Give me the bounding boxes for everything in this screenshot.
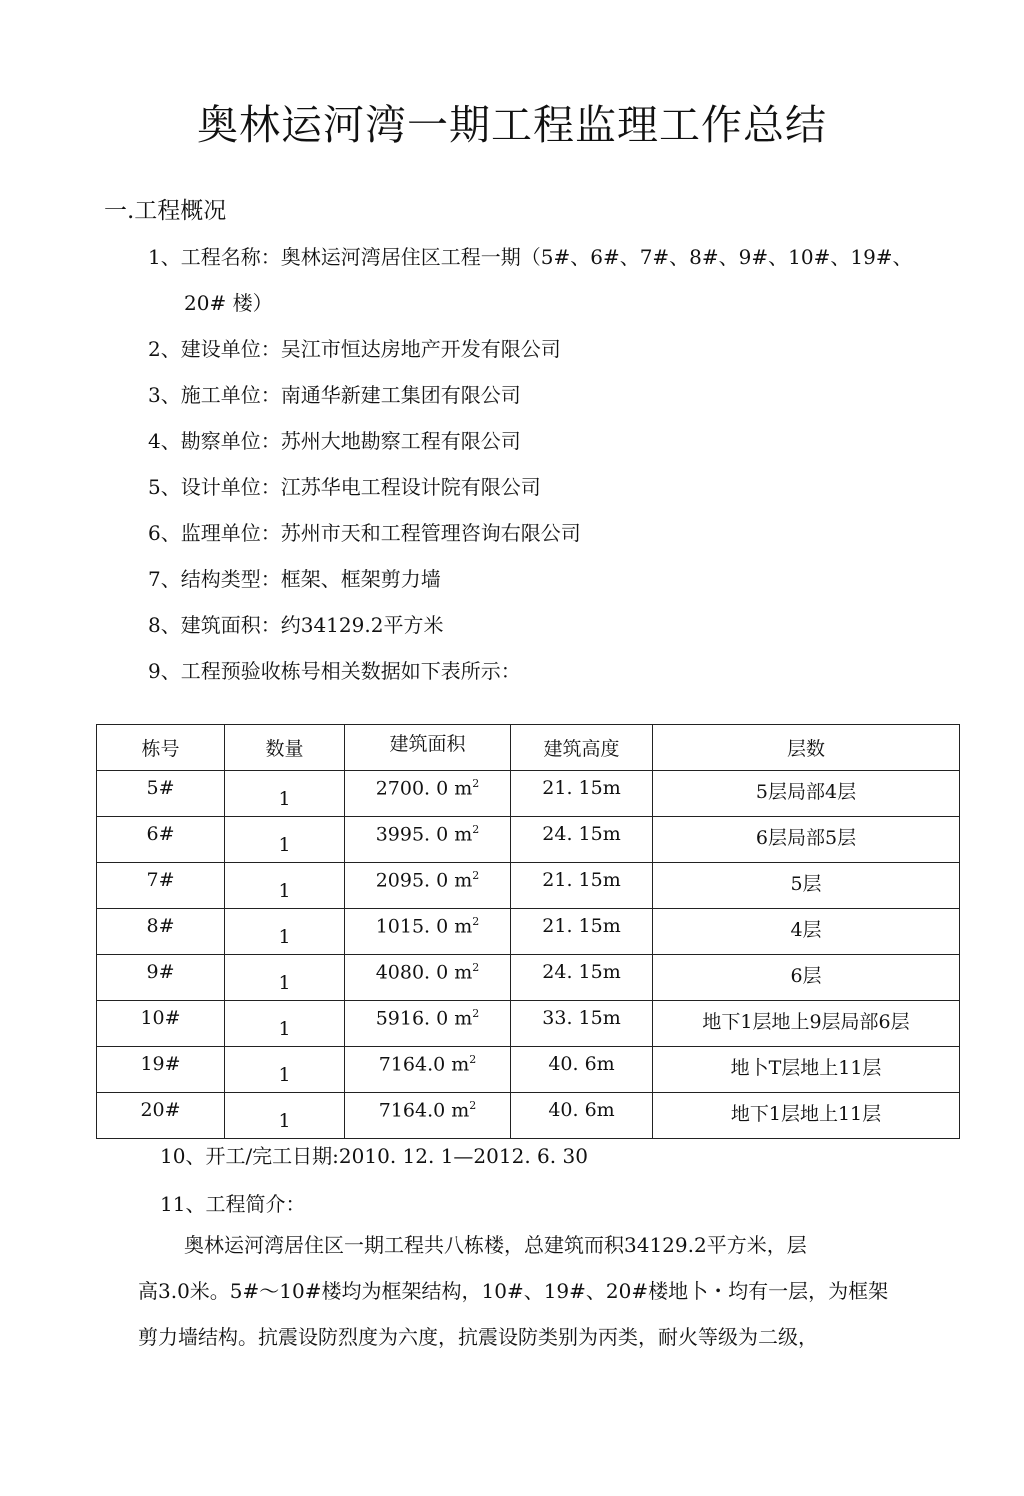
area-unit: m [454,961,473,984]
header-floors: 层数 [653,725,960,771]
cell-height: 33. 15m [511,1001,653,1047]
info-item-table-intro: 9、工程预验收栋号相关数据如下表所示： [148,659,521,683]
cell-height: 21. 15m [511,771,653,817]
cell-height: 21. 15m [511,909,653,955]
cell-floors: 6层 [653,955,960,1001]
cell-floors: 地下1层地上11层 [653,1093,960,1139]
area-unit-superscript: 2 [472,1007,480,1020]
cell-building-no: 9# [97,955,225,1001]
area-unit: m [454,777,473,800]
cell-height: 40. 6m [511,1093,653,1139]
table-header-row [97,725,960,771]
table-row [97,955,960,1001]
info-item-structure: 7、结构类型：框架、框架剪力墙 [148,567,441,591]
info-item-project-name: 1、工程名称：奥林运河湾居住区工程一期（5#、6#、7#、8#、9#、10#、19#、 20# 楼） [148,242,908,334]
cell-floors: 5层 [653,863,960,909]
cell-area [345,1093,511,1139]
cell-building-no: 19# [97,1047,225,1093]
cell-quantity: 1 [225,771,345,817]
cell-floors: 6层局部5层 [653,817,960,863]
cell-quantity: 1 [225,863,345,909]
intro-line: 高3.0米。5#～10#楼均为框架结构，10#、19#、20#楼地卜・均有一层，为框架 [138,1279,889,1303]
cell-floors: 5层局部4层 [653,771,960,817]
table-row [97,817,960,863]
area-unit: m [451,1053,470,1076]
info-item-design: 5、设计单位：江苏华电工程设计院有限公司 [148,475,541,499]
area-unit: m [454,915,473,938]
area-value: 5916. 0 [375,1007,449,1030]
area-unit: m [454,823,473,846]
cell-area [345,1001,511,1047]
cell-quantity: 1 [225,1001,345,1047]
info-item-intro-heading: 11、工程简介： [160,1192,306,1216]
area-unit-superscript: 2 [472,777,480,790]
cell-floors: 4层 [653,909,960,955]
area-unit-superscript: 2 [472,961,480,974]
table-row [97,863,960,909]
area-unit: m [451,1099,470,1122]
header-height: 建筑高度 [511,725,653,771]
info-item-continuation: 20# 楼） [184,291,273,315]
cell-building-no: 6# [97,817,225,863]
area-value: 7164.0 [378,1053,446,1076]
cell-quantity: 1 [225,1093,345,1139]
area-unit-superscript: 2 [469,1053,477,1066]
area-unit-superscript: 2 [472,823,480,836]
cell-area [345,817,511,863]
cell-height: 40. 6m [511,1047,653,1093]
table-row [97,1093,960,1139]
cell-quantity: 1 [225,909,345,955]
project-info-list [148,242,913,702]
cell-building-no: 5# [97,771,225,817]
info-item-area: 8、建筑面积：约34129.2平方米 [148,613,444,637]
info-item-contractor: 3、施工单位：南通华新建工集团有限公司 [148,383,521,407]
cell-area [345,771,511,817]
section-heading: 一.工程概况 [104,198,227,224]
info-item-supervision: 6、监理单位：苏州市天和工程管理咨询右限公司 [148,521,581,545]
info-item-survey: 4、勘察单位：苏州大地勘察工程有限公司 [148,429,521,453]
area-value: 3995. 0 [375,823,449,846]
cell-quantity: 1 [225,955,345,1001]
area-value: 2700. 0 [375,777,449,800]
cell-height: 24. 15m [511,817,653,863]
header-quantity: 数量 [225,725,345,771]
cell-floors: 地卜T层地上11层 [653,1047,960,1093]
building-data-table [96,724,960,1139]
cell-building-no: 8# [97,909,225,955]
area-unit-superscript: 2 [469,1099,477,1112]
intro-paragraph [138,1222,898,1360]
area-unit: m [454,869,473,892]
cell-area [345,909,511,955]
cell-area [345,863,511,909]
cell-quantity: 1 [225,1047,345,1093]
cell-floors: 地下1层地上9层局部6层 [653,1001,960,1047]
header-area: 建筑面积 [345,725,511,771]
table-row [97,1001,960,1047]
area-value: 4080. 0 [375,961,449,984]
table-row [97,1047,960,1093]
table-row [97,909,960,955]
info-item-client: 2、建设单位：吴江市恒达房地产开发有限公司 [148,337,561,361]
cell-quantity: 1 [225,817,345,863]
cell-building-no: 20# [97,1093,225,1139]
cell-height: 24. 15m [511,955,653,1001]
header-building-no: 栋号 [97,725,225,771]
info-item-dates: 10、开工/完工日期:2010. 12. 1—2012. 6. 30 [160,1144,588,1168]
cell-height: 21. 15m [511,863,653,909]
cell-building-no: 7# [97,863,225,909]
area-unit-superscript: 2 [472,869,480,882]
table-row [97,771,960,817]
document-title: 奥林运河湾一期工程监理工作总结 [197,101,827,149]
area-value: 1015. 0 [375,915,449,938]
cell-building-no: 10# [97,1001,225,1047]
area-value: 2095. 0 [375,869,449,892]
intro-line: 剪力墙结构。抗震设防烈度为六度，抗震设防类别为丙类，耐火等级为二级， [138,1325,818,1349]
area-value: 7164.0 [378,1099,446,1122]
cell-area [345,955,511,1001]
area-unit: m [454,1007,473,1030]
area-unit-superscript: 2 [472,915,480,928]
intro-line: 奥林运河湾居住区一期工程共八栋楼，总建筑而积34129.2平方米，层 [184,1233,807,1257]
cell-area [345,1047,511,1093]
